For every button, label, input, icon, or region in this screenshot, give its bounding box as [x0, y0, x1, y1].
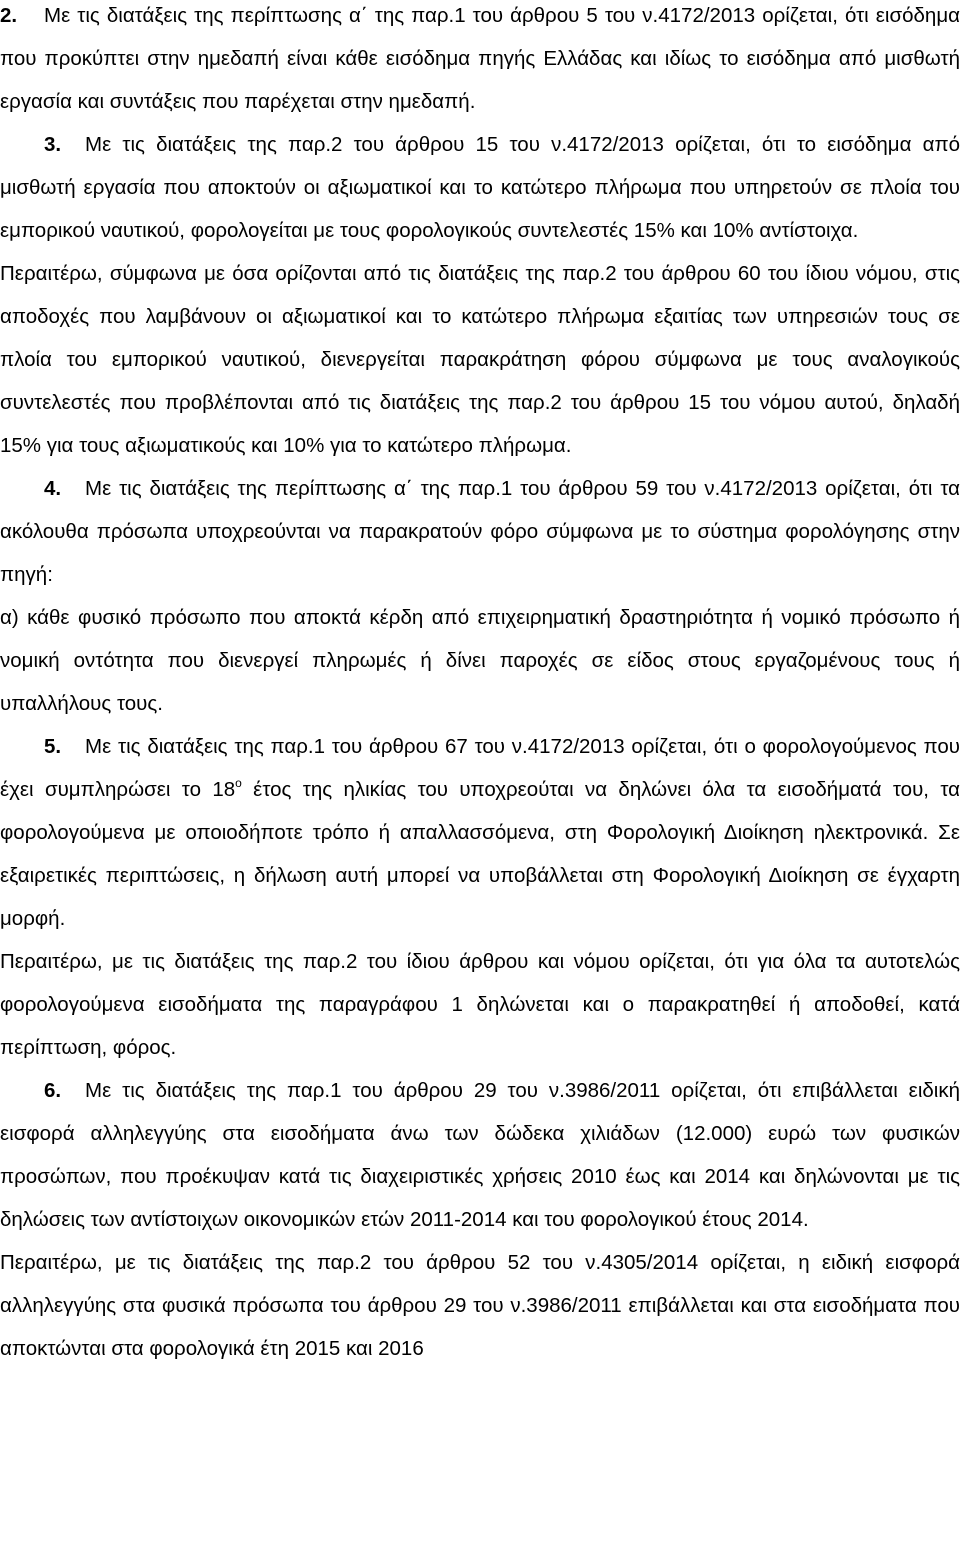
- paragraph-3: [0, 123, 960, 252]
- paragraph-6: [0, 1069, 960, 1241]
- paragraph-6-continuation: Περαιτέρω, με τις διατάξεις της παρ.2 του άρθρου 52 του ν.4305/2014 ορίζεται, η ειδική εισφορά αλληλεγγύης στα φυσικά πρόσωπα του άρθρου 29 του ν.3986/2011 επιβάλλεται και στα εισοδήματα που αποκτώνται στα φορολογικά έτη 2015 και 2016: [0, 1251, 960, 1360]
- paragraph-text-before: Με τις διατάξεις της παρ.1 του άρθρου 67 του ν.4172/2013 ορίζεται, ότι ο φορολογούμενος που έχει συμπληρώσει το 18: [0, 735, 960, 801]
- paragraph-text-after: έτος της ηλικίας του υποχρεούται να δηλώνει όλα τα εισοδήματά του, τα φορολογούμενα με οποιοδήποτε τρόπο ή απαλλασσόμενα, στη Φορολογική Διοίκηση ηλεκτρονικά. Σε εξαιρετικές περιπτώσεις, η δήλωση αυτή μπορεί να υποβάλλεται στη Φορολογική Διοίκηση σε έγχαρτη μορφή.: [0, 778, 960, 930]
- superscript-ordinal: ο: [235, 776, 242, 790]
- paragraph-5-continuation: Περαιτέρω, με τις διατάξεις της παρ.2 του ίδιου άρθρου και νόμου ορίζεται, ότι για όλα τα αυτοτελώς φορολογούμενα εισοδήματα της παραγράφου 1 δηλώνεται και ο παρακρατηθεί ή αποδοθεί, κατά περίπτωση, φόρος.: [0, 950, 960, 1059]
- paragraph-4: [0, 467, 960, 596]
- paragraph-number: 2.: [0, 4, 18, 27]
- paragraph-number: 5.: [44, 735, 62, 758]
- paragraph-text: Με τις διατάξεις της παρ.2 του άρθρου 15 του ν.4172/2013 ορίζεται, ότι το εισόδημα από μισθωτή εργασία που αποκτούν οι αξιωματικοί και το κατώτερο πλήρωμα που υπηρετούν σε πλοία του εμπορικού ναυτικού, φορολογείται με τους φορολογικούς συντελεστές 15% και 10% αντίστοιχα.: [0, 133, 960, 242]
- paragraph-3-continuation: Περαιτέρω, σύμφωνα με όσα ορίζονται από τις διατάξεις της παρ.2 του άρθρου 60 του ίδιου νόμου, στις αποδοχές που λαμβάνουν οι αξιωματικοί και το κατώτερο πλήρωμα εξαιτίας των υπηρεσιών τους σε πλοία του εμπορικού ναυτικού, διενεργείται παρακράτηση φόρου σύμφωνα με τους αναλογικούς συντελεστές που προβλέπονται από τις διατάξεις της παρ.2 του άρθρου 15 του νόμου αυτού, δηλαδή 15% για τους αξιωματικούς και 10% για το κατώτερο πλήρωμα.: [0, 262, 960, 457]
- paragraph-number: 4.: [44, 477, 62, 500]
- paragraph-number: 6.: [44, 1079, 62, 1102]
- paragraph-4-item-a: α) κάθε φυσικό πρόσωπο που αποκτά κέρδη από επιχειρηματική δραστηριότητα ή νομικό πρόσωπο ή νομική οντότητα που διενεργεί πληρωμές ή δίνει παροχές σε είδος στους εργαζομένους τους ή υπαλλήλους τους.: [0, 606, 960, 715]
- paragraph-number: 3.: [44, 133, 62, 156]
- paragraph-5: [0, 725, 960, 940]
- paragraph-2: [0, 0, 960, 123]
- paragraph-text: Με τις διατάξεις της περίπτωσης α΄ της παρ.1 του άρθρου 59 του ν.4172/2013 ορίζεται, ότι τα ακόλουθα πρόσωπα υποχρεούνται να παρακρατούν φόρο σύμφωνα με το σύστημα φορολόγησης στην πηγή:: [0, 477, 960, 586]
- paragraph-text: Με τις διατάξεις της περίπτωσης α΄ της παρ.1 του άρθρου 5 του ν.4172/2013 ορίζεται, ότι εισόδημα που προκύπτει στην ημεδαπή είναι κάθε εισόδημα πηγής Ελλάδας και ιδίως το εισόδημα από μισθωτή εργασία και συντάξεις που παρέχεται στην ημεδαπή.: [0, 4, 960, 113]
- paragraph-text: Με τις διατάξεις της παρ.1 του άρθρου 29 του ν.3986/2011 ορίζεται, ότι επιβάλλεται ειδική εισφορά αλληλεγγύης στα εισοδήματα άνω των δώδεκα χιλιάδων (12.000) ευρώ των φυσικών προσώπων, που προέκυψαν κατά τις διαχειριστικές χρήσεις 2010 έως και 2014 και δηλώνονται με τις δηλώσεις των αντίστοιχων οικονομικών ετών 2011-2014 και του φορολογικού έτους 2014.: [0, 1079, 960, 1231]
